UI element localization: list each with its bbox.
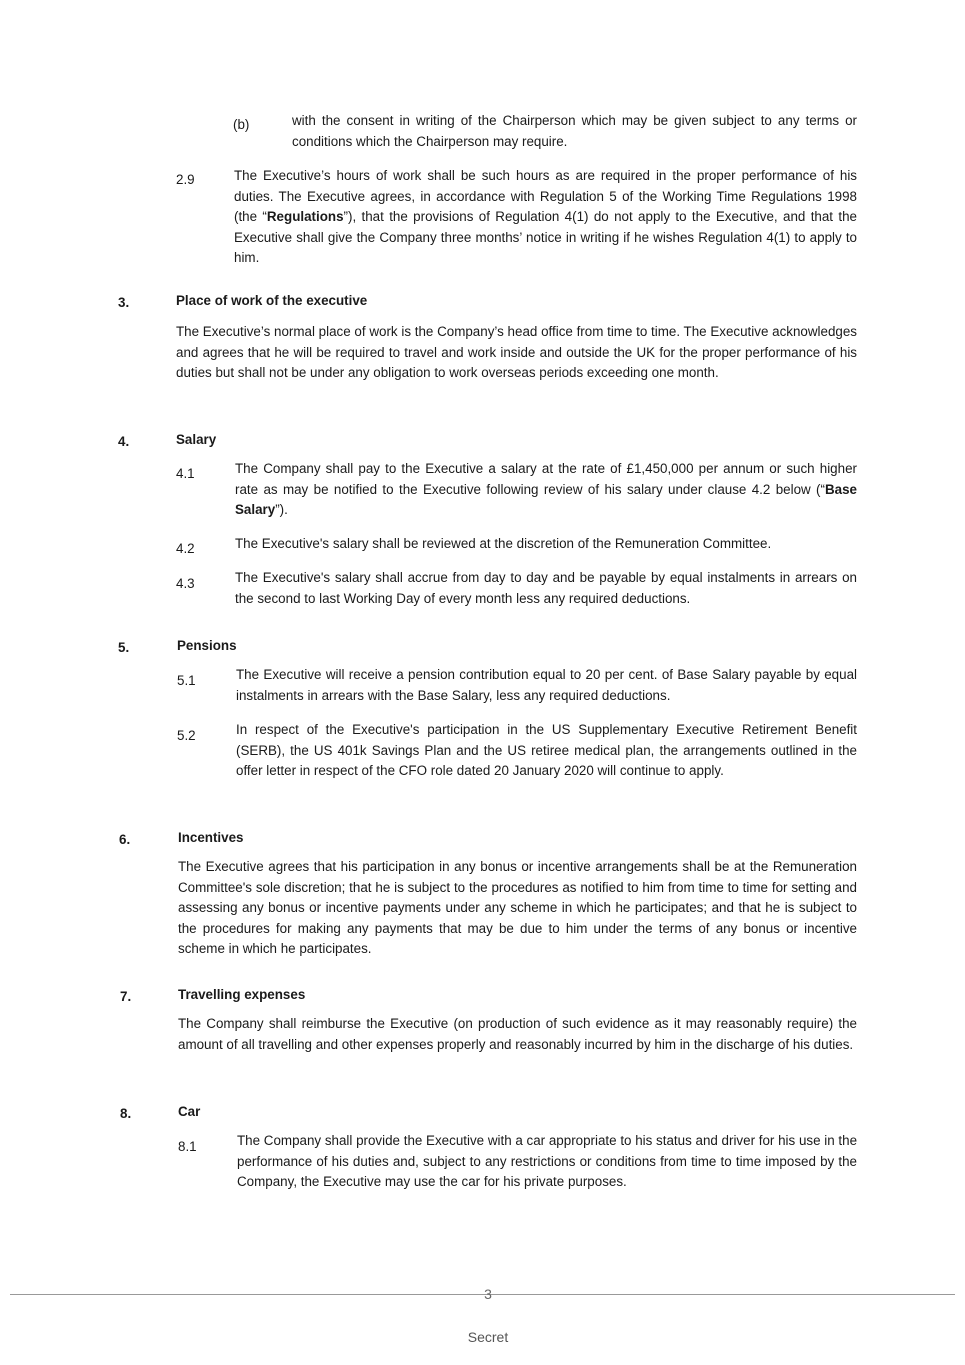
defined-term: Regulations	[266, 209, 344, 224]
text-segment: ”).	[275, 502, 288, 517]
text-segment: The Company shall pay to the Executive a salary at the rate of £1,450,000 per annum or such higher rate as may be notified to the Executive following review of his salary under clause 4.2 below (“	[235, 461, 857, 497]
clause-8-1-text: The Company shall provide the Executive with a car appropriate to his status and driver for his use in the performance of his duties and, subject to any restrictions or conditions from time to time imposed by the Company, the Executive may use the car for his private purposes.	[237, 1133, 858, 1189]
section-heading: Incentives	[178, 830, 244, 845]
clause-4-2-text: The Executive's salary shall be reviewed at the discretion of the Remuneration Committee.	[235, 536, 772, 551]
clause-label: 2.9	[176, 172, 195, 187]
clause-label: 4.1	[176, 466, 195, 481]
section-number: 3.	[118, 295, 130, 310]
defined-term: Base Salary	[235, 481, 857, 517]
section-6-text: The Executive agrees that his participation in any bonus or incentive arrangements shall be at the Remuneration Committee's sole discretion; that he is subject to the procedures as notified to him from time to time for setting and assessing any bonus or incentive payments under any scheme in which he participates; and that he is subject to the procedures for making any payments that may be due to him under the terms of any bonus or incentive scheme in which he participates.	[178, 859, 857, 956]
text-segment: The Executive’s hours of work shall be such hours as are required in the proper performance of his duties. The Executive agrees, in accordance with Regulation 5 of the Working Time Regulations 1998 (the “	[234, 168, 857, 224]
clause-4-1-text	[235, 459, 857, 521]
section-7-text: The Company shall reimburse the Executive (on production of such evidence as it may reasonably require) the amount of all travelling and other expenses properly and reasonably incurred by him in the discharge of his duties.	[178, 1016, 857, 1052]
clause-b-text: with the consent in writing of the Chairperson which may be given subject to any terms or conditions which the Chairperson may require.	[292, 113, 857, 149]
clause-label: 5.1	[177, 673, 196, 688]
section-number: 5.	[118, 640, 130, 655]
classification-label: Secret	[467, 1329, 509, 1345]
section-number: 8.	[120, 1106, 132, 1121]
clause-label: 8.1	[178, 1139, 197, 1154]
section-number: 6.	[119, 832, 131, 847]
page-number: 3	[484, 1286, 492, 1302]
section-3-text: The Executive’s normal place of work is the Company’s head office from time to time. The Executive acknowledges and agrees that he will be required to travel and work inside and outside the UK for the proper performance of his duties but shall not be under any obligation to work overseas periods exceeding one month.	[176, 324, 857, 380]
section-number: 4.	[118, 434, 130, 449]
clause-label: 4.3	[176, 576, 195, 591]
clause-2-9-text	[234, 166, 857, 269]
section-heading: Travelling expenses	[178, 987, 306, 1002]
clause-label: (b)	[233, 117, 250, 132]
clause-5-2-text: In respect of the Executive's participation in the US Supplementary Executive Retirement Benefit (SERB), the US 401k Savings Plan and the US retiree medical plan, the arrangements outlined in the offer letter in respect of the CFO role dated 20 January 2020 will continue to apply.	[236, 722, 857, 778]
text-segment: ”), that the provisions of Regulation 4(1) do not apply to the Executive, and that the Executive shall give the Company three months’ notice in writing if he wishes Regulation 4(1) to apply to him.	[234, 209, 857, 265]
clause-5-1-text: The Executive will receive a pension contribution equal to 20 per cent. of Base Salary payable by equal instalments in arrears with the Base Salary, less any required deductions.	[236, 667, 857, 703]
clause-label: 5.2	[177, 728, 196, 743]
section-heading: Car	[178, 1104, 201, 1119]
section-heading: Salary	[176, 432, 217, 447]
clause-label: 4.2	[176, 541, 195, 556]
section-number: 7.	[120, 989, 132, 1004]
section-heading: Place of work of the executive	[176, 293, 368, 308]
clause-4-3-text: The Executive's salary shall accrue from day to day and be payable by equal instalments in arrears on the second to last Working Day of every month less any required deductions.	[235, 570, 857, 606]
section-heading: Pensions	[177, 638, 237, 653]
